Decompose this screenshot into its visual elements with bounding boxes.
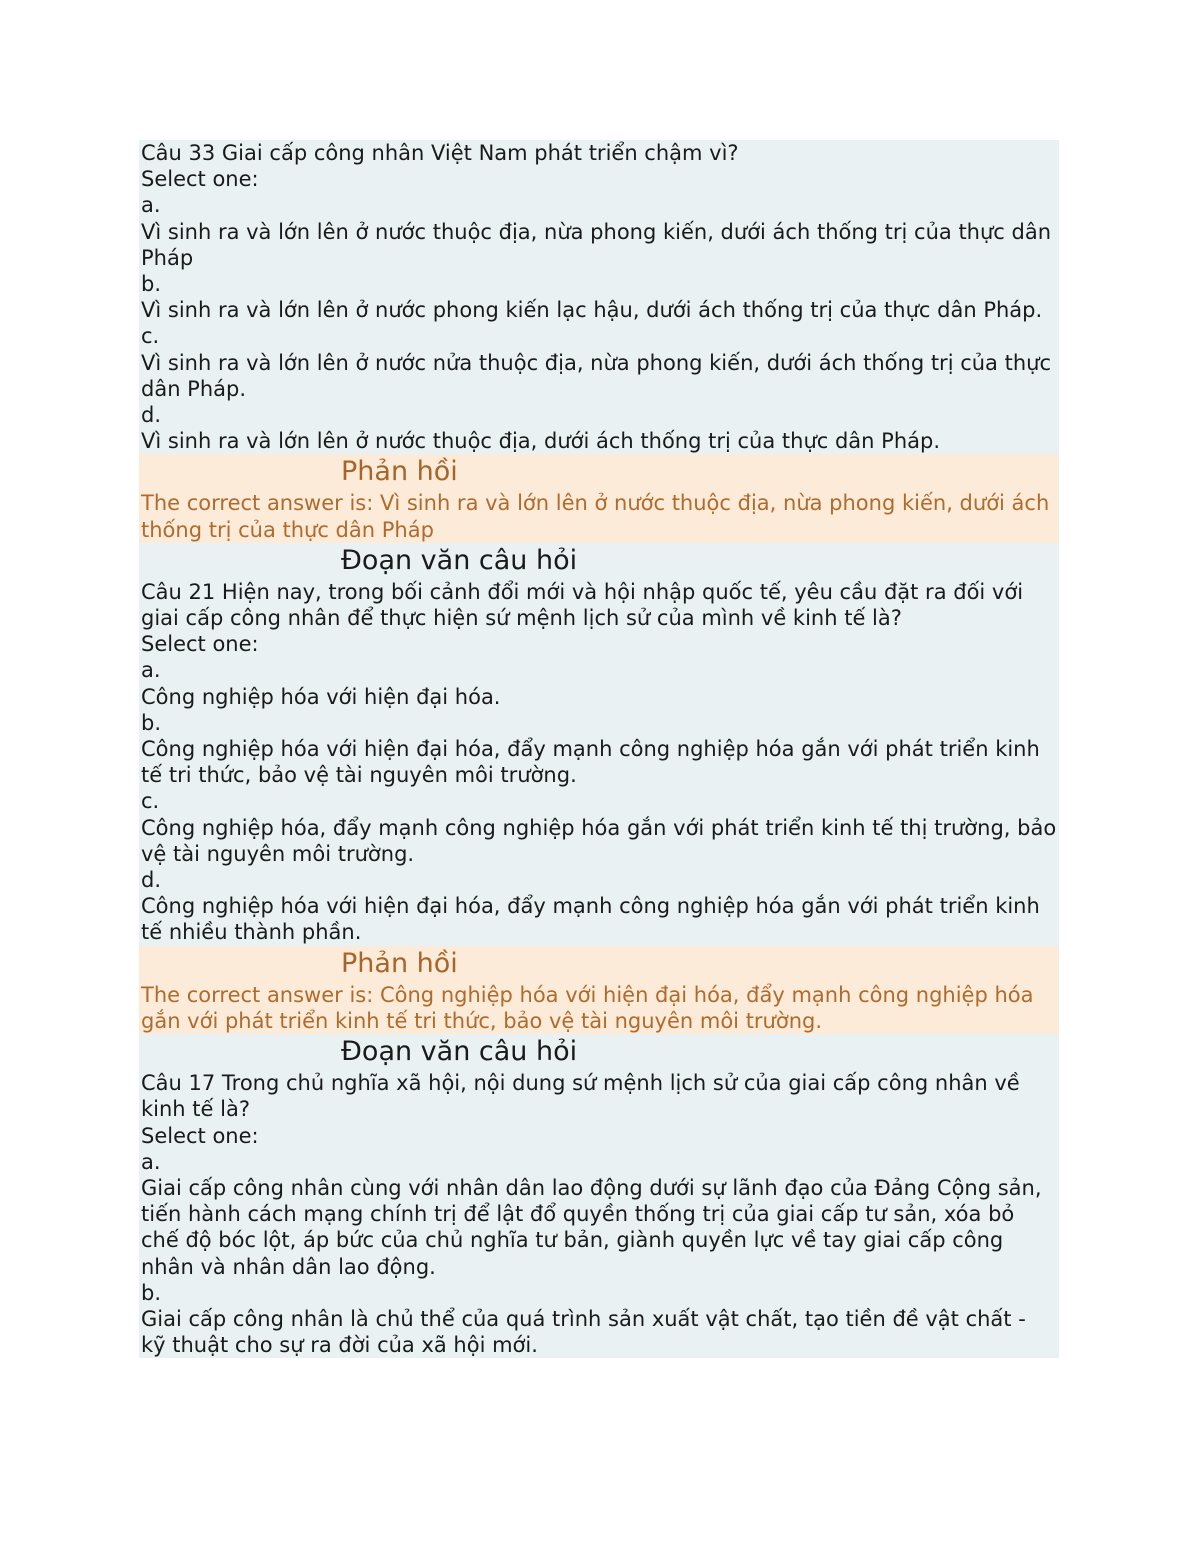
feedback-block-33: [139, 454, 1059, 542]
option-text: Giai cấp công nhân là chủ thể của quá trình sản xuất vật chất, tạo tiền đề vật chất - kỹ thuật cho sự ra đời của xã hội mới.: [141, 1306, 1026, 1358]
select-one-label: Select one:: [141, 632, 259, 657]
option-letter: a.: [141, 193, 161, 218]
question-prompt: Câu 17 Trong chủ nghĩa xã hội, nội dung sứ mệnh lịch sử của giai cấp công nhân về kinh tế là?: [141, 1071, 1020, 1122]
feedback-heading: Phản hồi: [341, 456, 458, 488]
quiz-document: [139, 140, 1059, 1358]
option-letter: b.: [141, 710, 162, 735]
question-text-heading: Đoạn văn câu hỏi: [341, 1036, 578, 1068]
option-letter: a.: [141, 658, 161, 683]
option-text: Giai cấp công nhân cùng với nhân dân lao động dưới sự lãnh đạo của Đảng Cộng sản, tiến hành cách mạng chính trị để lật đổ quyền thống trị của giai cấp tư sản, xóa bỏ chế độ bóc lột, áp bức của chủ nghĩa tư bản, giành quyền lực về tay giai cấp công nhân và nhân dân lao động.: [141, 1175, 1042, 1279]
option-letter: d.: [141, 868, 162, 893]
option-text: Vì sinh ra và lớn lên ở nước phong kiến lạc hậu, dưới ách thống trị của thực dân Pháp.: [141, 298, 1043, 323]
correct-answer: The correct answer is: Vì sinh ra và lớn lên ở nước thuộc địa, nừa phong kiến, dưới ách thống trị của thực dân Pháp: [141, 491, 1050, 542]
option-letter: b.: [141, 1280, 162, 1305]
feedback-block-21: [139, 946, 1059, 1034]
correct-answer: The correct answer is: Công nghiệp hóa với hiện đại hóa, đẩy mạnh công nghiệp hóa gắn với phát triển kinh tế tri thức, bảo vệ tài nguyên môi trường.: [141, 982, 1034, 1033]
option-text: Vì sinh ra và lớn lên ở nước nửa thuộc địa, nừa phong kiến, dưới ách thống trị của thực dân Pháp.: [141, 350, 1052, 401]
option-text: Công nghiệp hóa với hiện đại hóa, đẩy mạnh công nghiệp hóa gắn với phát triển kinh tế nhiều thành phần.: [141, 894, 1040, 945]
feedback-heading: Phản hồi: [341, 947, 458, 979]
option-letter: a.: [141, 1149, 161, 1174]
question-block-17: [139, 1034, 1059, 1358]
question-prompt: Câu 33 Giai cấp công nhân Việt Nam phát triển chậm vì?: [141, 141, 739, 165]
question-text-heading: Đoạn văn câu hỏi: [341, 544, 578, 576]
select-one-label: Select one:: [141, 167, 259, 192]
option-text: Vì sinh ra và lớn lên ở nước thuộc địa, dưới ách thống trị của thực dân Pháp.: [141, 429, 941, 454]
option-text: Công nghiệp hóa với hiện đại hóa, đẩy mạnh công nghiệp hóa gắn với phát triển kinh tế tri thức, bảo vệ tài nguyên môi trường.: [141, 737, 1040, 788]
question-prompt: Câu 21 Hiện nay, trong bối cảnh đổi mới và hội nhập quốc tế, yêu cầu đặt ra đối với giai cấp công nhân để thực hiện sứ mệnh lịch sử của mình về kinh tế là?: [141, 579, 1024, 631]
option-text: Vì sinh ra và lớn lên ở nước thuộc địa, nừa phong kiến, dưới ách thống trị của thực dân Pháp: [141, 219, 1052, 270]
option-letter: c.: [141, 789, 160, 814]
option-letter: b.: [141, 272, 162, 297]
select-one-label: Select one:: [141, 1123, 259, 1148]
question-block-33: [139, 140, 1059, 454]
option-letter: c.: [141, 324, 160, 349]
option-text: Công nghiệp hóa với hiện đại hóa.: [141, 684, 501, 709]
question-block-21: [139, 543, 1059, 946]
option-letter: d.: [141, 403, 162, 428]
option-text: Công nghiệp hóa, đẩy mạnh công nghiệp hóa gắn với phát triển kinh tế thị trường, bảo vệ tài nguyên môi trường.: [141, 815, 1057, 866]
